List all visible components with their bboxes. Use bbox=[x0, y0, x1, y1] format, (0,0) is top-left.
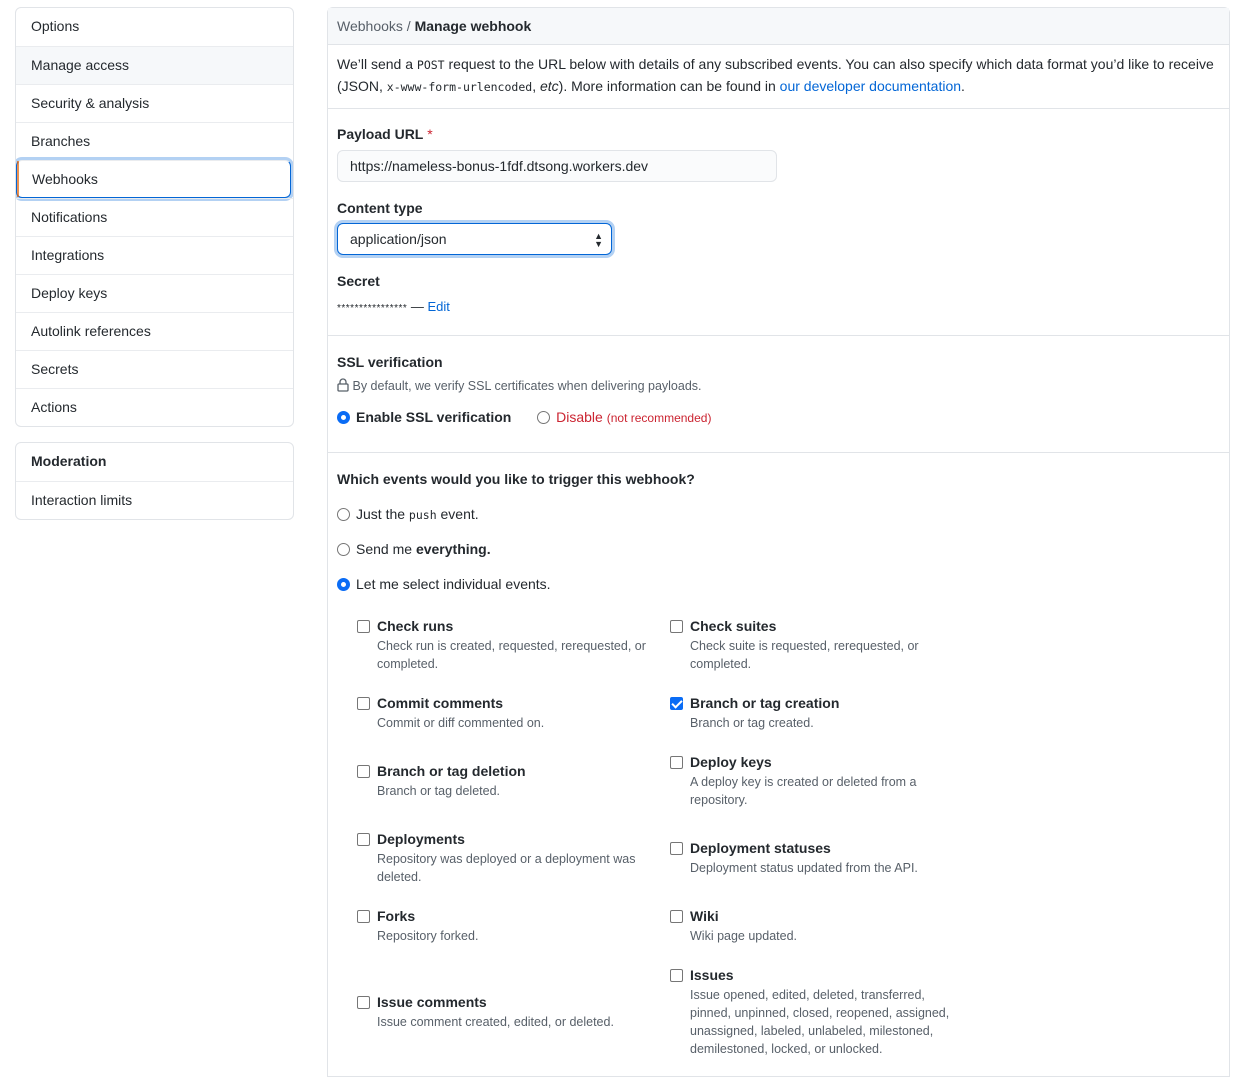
intro-code: POST bbox=[416, 58, 445, 72]
event-checkbox[interactable] bbox=[670, 969, 683, 982]
intro-part: request to the URL below with details of any subscribed events. You can also specify which data format you’d like to receive (JSON, bbox=[337, 56, 1214, 94]
event-checkbox[interactable] bbox=[670, 842, 683, 855]
intro-part: ). More information can be found in bbox=[558, 78, 780, 94]
event-checkbox[interactable] bbox=[357, 996, 370, 1009]
event-description: Repository forked. bbox=[377, 929, 479, 943]
option-text: Send me bbox=[356, 541, 416, 557]
ssl-enable-radio[interactable] bbox=[337, 411, 350, 424]
option-text: everything. bbox=[415, 541, 491, 557]
lock-icon bbox=[337, 378, 349, 392]
secret-edit-link[interactable]: Edit bbox=[427, 299, 450, 314]
event-description: Wiki page updated. bbox=[690, 929, 798, 943]
events-section bbox=[328, 453, 1229, 592]
event-checkbox[interactable] bbox=[357, 833, 370, 846]
event-description: Check run is created, requested, rerequested, or completed. bbox=[377, 639, 646, 671]
sidebar-item-manage-access[interactable]: Manage access bbox=[16, 46, 293, 84]
event-title: Issues bbox=[690, 967, 734, 983]
required-marker: * bbox=[427, 126, 433, 142]
event-description: Repository was deployed or a deployment was deleted. bbox=[377, 852, 636, 884]
payload-url-label: Payload URL bbox=[337, 126, 424, 142]
event-title: Forks bbox=[377, 908, 416, 924]
event-description: Issue comment created, edited, or deleted. bbox=[377, 1015, 614, 1029]
event-checkbox[interactable] bbox=[357, 765, 370, 778]
ssl-section bbox=[328, 336, 1229, 453]
ssl-help: By default, we verify SSL certificates when delivering payloads. bbox=[352, 379, 702, 393]
intro-text bbox=[328, 45, 1229, 109]
config-section bbox=[328, 109, 1229, 336]
intro-part: , bbox=[532, 78, 540, 94]
sidebar-item-notifications[interactable]: Notifications bbox=[16, 198, 293, 236]
secret-masked: **************** bbox=[337, 303, 408, 314]
event-title: Branch or tag deletion bbox=[377, 763, 526, 779]
settings-sidebar bbox=[15, 7, 294, 427]
everything-radio[interactable] bbox=[337, 543, 350, 556]
breadcrumb bbox=[328, 8, 1229, 45]
select-arrows-icon: ▲ ▼ bbox=[594, 231, 603, 249]
breadcrumb-webhooks-link[interactable]: Webhooks bbox=[337, 18, 403, 34]
intro-code: x-www-form-urlencoded bbox=[386, 80, 533, 94]
intro-part: We’ll send a bbox=[337, 56, 417, 72]
event-title: Branch or tag creation bbox=[690, 695, 840, 711]
option-text: Let me select individual events. bbox=[356, 576, 551, 592]
event-description: Branch or tag deleted. bbox=[377, 784, 500, 798]
event-title: Deploy keys bbox=[690, 754, 772, 770]
sidebar-item-deploy-keys[interactable]: Deploy keys bbox=[16, 274, 293, 312]
event-description: Check suite is requested, rerequested, or completed. bbox=[690, 639, 919, 671]
event-title: Deployment statuses bbox=[690, 840, 831, 856]
content-type-select[interactable] bbox=[337, 223, 612, 255]
ssl-disable-label: Disable bbox=[556, 409, 603, 425]
ssl-enable-label: Enable SSL verification bbox=[356, 409, 512, 425]
webhook-panel bbox=[327, 7, 1230, 1077]
sidebar-item-security[interactable]: Security & analysis bbox=[16, 84, 293, 122]
sidebar-item-webhooks[interactable]: Webhooks bbox=[16, 160, 291, 198]
event-title: Check runs bbox=[377, 618, 454, 634]
event-checkbox[interactable] bbox=[357, 620, 370, 633]
sidebar-item-interaction-limits[interactable]: Interaction limits bbox=[16, 481, 293, 519]
breadcrumb-separator: / bbox=[402, 18, 415, 34]
developer-docs-link[interactable]: our developer documentation bbox=[779, 78, 962, 94]
content-type-label: Content type bbox=[337, 200, 423, 216]
payload-url-input[interactable]: https://nameless-bonus-1fdf.dtsong.workers.dev bbox=[337, 150, 777, 182]
sidebar-item-branches[interactable]: Branches bbox=[16, 122, 293, 160]
content-type-value: application/json bbox=[350, 231, 447, 247]
sidebar-item-options[interactable]: Options bbox=[31, 18, 80, 34]
event-checkbox[interactable] bbox=[357, 910, 370, 923]
sidebar-item-autolink[interactable]: Autolink references bbox=[16, 312, 293, 350]
event-title: Check suites bbox=[690, 618, 777, 634]
sidebar-item-integrations[interactable]: Integrations bbox=[16, 236, 293, 274]
event-title: Deployments bbox=[377, 831, 465, 847]
secret-label: Secret bbox=[337, 273, 380, 289]
option-text: Just the bbox=[356, 506, 409, 522]
event-checkbox[interactable] bbox=[670, 620, 683, 633]
event-description: A deploy key is created or deleted from a repository. bbox=[690, 775, 917, 807]
event-description: Issue opened, edited, deleted, transferred, pinned, unpinned, closed, reopened, assigned, unassigned, labeled, unlabeled, milestoned, demilestoned, locked, or unlocked. bbox=[690, 988, 950, 1056]
secret-dash: — bbox=[407, 299, 428, 314]
event-checkbox[interactable] bbox=[670, 910, 683, 923]
events-question: Which events would you like to trigger this webhook? bbox=[337, 471, 695, 487]
sidebar-item-actions[interactable]: Actions bbox=[16, 388, 293, 426]
ssl-disable-radio[interactable] bbox=[537, 411, 550, 424]
event-title: Wiki bbox=[690, 908, 719, 924]
option-text: event. bbox=[436, 506, 479, 522]
option-code: push bbox=[408, 508, 437, 522]
page-title: Manage webhook bbox=[414, 18, 532, 34]
event-description: Commit or diff commented on. bbox=[377, 716, 545, 730]
event-description: Deployment status updated from the API. bbox=[690, 861, 918, 875]
event-checkbox[interactable] bbox=[670, 756, 683, 769]
ssl-label: SSL verification bbox=[337, 354, 443, 370]
push-only-radio[interactable] bbox=[337, 508, 350, 521]
event-checkbox[interactable] bbox=[670, 697, 683, 710]
sidebar-item-secrets[interactable]: Secrets bbox=[16, 350, 293, 388]
not-recommended-note: (not recommended) bbox=[606, 411, 712, 425]
event-description: Branch or tag created. bbox=[690, 716, 814, 730]
event-title: Commit comments bbox=[377, 695, 504, 711]
intro-part: . bbox=[961, 78, 965, 94]
intro-part: etc bbox=[539, 78, 559, 94]
event-checkbox[interactable] bbox=[357, 697, 370, 710]
event-title: Issue comments bbox=[377, 994, 487, 1010]
moderation-heading: Moderation bbox=[31, 453, 107, 469]
select-events-radio[interactable] bbox=[337, 578, 350, 591]
moderation-sidebar bbox=[15, 442, 294, 520]
